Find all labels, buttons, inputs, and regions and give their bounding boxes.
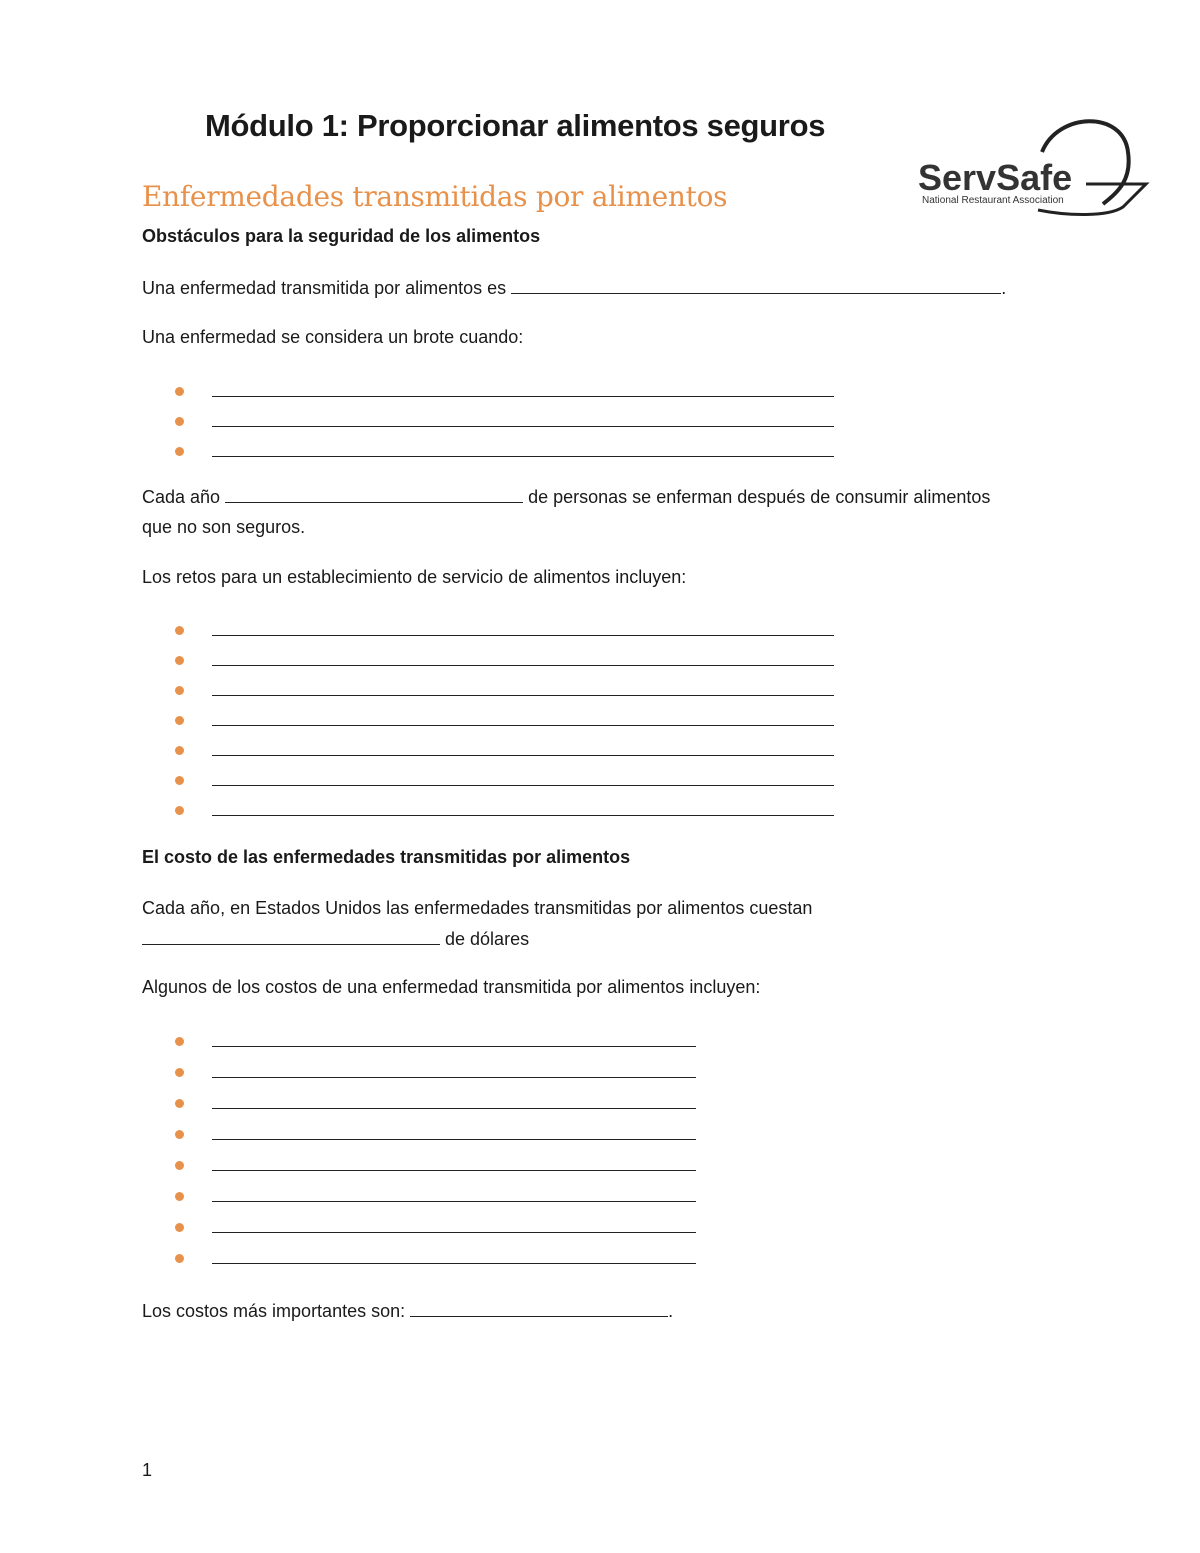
bullet-icon [175, 1130, 184, 1139]
yearly-line-2: que no son seguros. [142, 517, 306, 537]
bullet-icon [175, 806, 184, 815]
definition-blank[interactable] [511, 275, 1001, 294]
answer-blank[interactable] [212, 725, 834, 726]
bullet-icon [175, 447, 184, 456]
important-suffix: . [668, 1301, 674, 1321]
logo-text: ServSafe [918, 157, 1073, 198]
servsafe-logo [918, 112, 1150, 218]
costs-prompt: Algunos de los costos de una enfermedad transmitida por alimentos incluyen: [142, 977, 761, 997]
answer-blank[interactable] [212, 1201, 696, 1202]
bullet-icon [175, 716, 184, 725]
cost-subheading: El costo de las enfermedades transmitidas por alimentos [142, 847, 631, 867]
answer-blank[interactable] [212, 1108, 696, 1109]
yearly-prefix: Cada año [142, 487, 221, 507]
us-cost-suffix: de dólares [445, 929, 530, 949]
bullet-icon [175, 1223, 184, 1232]
page-title: Módulo 1: Proporcionar alimentos seguros [205, 108, 826, 143]
important-blank[interactable] [410, 1298, 668, 1317]
us-cost-blank[interactable] [142, 926, 440, 945]
bullet-icon [175, 746, 184, 755]
yearly-sick-line [142, 484, 990, 509]
answer-blank[interactable] [212, 396, 834, 397]
us-cost-line-2 [142, 926, 529, 951]
page-number: 1 [142, 1460, 153, 1480]
definition-line [142, 275, 1006, 300]
answer-blank[interactable] [212, 1077, 696, 1078]
answer-blank[interactable] [212, 426, 834, 427]
answer-blank[interactable] [212, 456, 834, 457]
yearly-suffix: de personas se enferman después de consumir alimentos [528, 487, 991, 507]
logo-swoosh-icon [918, 112, 1150, 218]
bullet-icon [175, 387, 184, 396]
bullet-icon [175, 686, 184, 695]
us-cost-line-1: Cada año, en Estados Unidos las enfermedades transmitidas por alimentos cuestan [142, 898, 813, 918]
bullet-icon [175, 1254, 184, 1263]
bullet-icon [175, 1161, 184, 1170]
bullet-icon [175, 1037, 184, 1046]
bullet-icon [175, 626, 184, 635]
section-heading: Enfermedades transmitidas por alimentos [142, 180, 728, 213]
bullet-icon [175, 656, 184, 665]
bullet-icon [175, 1099, 184, 1108]
logo-subtext: National Restaurant Association [922, 195, 1064, 206]
answer-blank[interactable] [212, 815, 834, 816]
definition-prefix: Una enfermedad transmitida por alimentos es [142, 278, 507, 298]
important-prefix: Los costos más importantes son: [142, 1301, 406, 1321]
answer-blank[interactable] [212, 1232, 696, 1233]
answer-blank[interactable] [212, 665, 834, 666]
challenges-prompt: Los retos para un establecimiento de servicio de alimentos incluyen: [142, 567, 687, 587]
definition-suffix: . [1001, 278, 1007, 298]
important-costs-line [142, 1298, 673, 1323]
answer-blank[interactable] [212, 635, 834, 636]
answer-blank[interactable] [212, 695, 834, 696]
answer-blank[interactable] [212, 785, 834, 786]
bullet-icon [175, 1192, 184, 1201]
obstacles-subheading: Obstáculos para la seguridad de los alimentos [142, 226, 541, 246]
answer-blank[interactable] [212, 1263, 696, 1264]
bullet-icon [175, 1068, 184, 1077]
answer-blank[interactable] [212, 1139, 696, 1140]
outbreak-prompt: Una enfermedad se considera un brote cuando: [142, 327, 524, 347]
answer-blank[interactable] [212, 1046, 696, 1047]
bullet-icon [175, 417, 184, 426]
yearly-blank[interactable] [225, 484, 523, 503]
answer-blank[interactable] [212, 1170, 696, 1171]
bullet-icon [175, 776, 184, 785]
answer-blank[interactable] [212, 755, 834, 756]
